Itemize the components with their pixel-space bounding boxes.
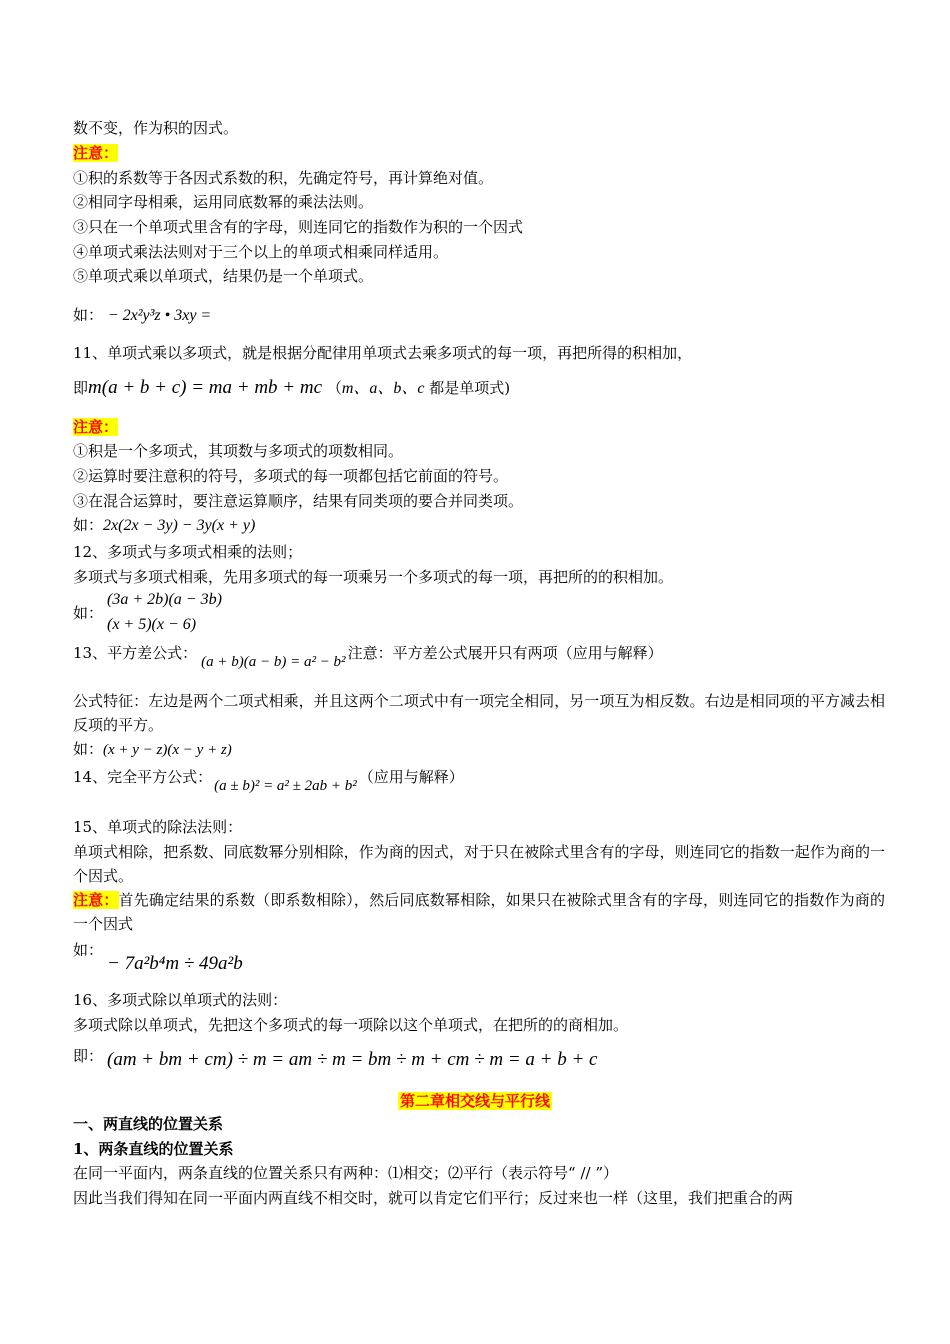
text-line: ⑤单项式乘以单项式，结果仍是一个单项式。 bbox=[73, 267, 374, 285]
text-line: ①积是一个多项式，其项数与多项式的项数相同。 bbox=[73, 442, 404, 460]
math-expression: m(a + b + c) = ma + mb + mc bbox=[88, 377, 323, 398]
math-expression: − 7a²b⁴m ÷ 49a²b bbox=[107, 953, 243, 974]
example-4: 如：(x + y − z)(x − y + z) bbox=[73, 740, 232, 758]
text-line: 数不变，作为积的因式。 bbox=[73, 119, 239, 137]
text-line: ④单项式乘法法则对于三个以上的单项式相乘同样适用。 bbox=[73, 243, 449, 261]
math-expression: (x + y − z)(x − y + z) bbox=[103, 742, 232, 758]
math-expression: (a + b)(a − b) = a² − b² bbox=[201, 654, 346, 670]
chapter-title: 第二章相交线与平行线 bbox=[399, 1092, 550, 1110]
note-label: 注意： bbox=[73, 891, 119, 909]
text-line: ③在混合运算时，要注意运算顺序，结果有同类项的要合并同类项。 bbox=[73, 492, 524, 510]
example-label: 如： bbox=[73, 941, 104, 959]
example-label: 如： bbox=[73, 306, 104, 324]
math-expression: (3a + 2b)(a − 3b) bbox=[107, 591, 222, 608]
subsection-heading: 1、两条直线的位置关系 bbox=[73, 1140, 234, 1158]
rule-16: 16、多项式除以单项式的法则： bbox=[73, 991, 288, 1009]
example-label: 如： bbox=[73, 604, 104, 622]
math-expression: 2x(2x − 3y) − 3y(x + y) bbox=[103, 517, 256, 534]
formula-feature: 公式特征：左边是两个二项式相乘，并且这两个二项式中有一项完全相同，另一项互为相反数。右边是相同项的平方减去相反项的平方。 bbox=[73, 692, 885, 734]
math-expression: (am + bm + cm) ÷ m = am ÷ m = bm ÷ m + cm ÷ m = a + b + c bbox=[107, 1049, 598, 1070]
example-1 bbox=[73, 305, 211, 326]
math-expression: − 2x²y³z • 3xy = bbox=[107, 307, 212, 324]
text-line: 在同一平面内，两条直线的位置关系只有两种：⑴相交；⑵平行（表示符号“ // ”） bbox=[73, 1164, 618, 1182]
text-line: ②运算时要注意积的符号，多项式的每一项都包括它前面的符号。 bbox=[73, 467, 509, 485]
rule-13: 13、平方差公式： (a + b)(a − b) = a² − b² 注意：平方差公式展开只有两项（应用与解释） bbox=[73, 644, 663, 670]
rule-15: 15、单项式的除法法则： bbox=[73, 818, 243, 836]
text-line: 因此当我们得知在同一平面内两直线不相交时，就可以肯定它们平行；反过来也一样（这里，我们把重合的两 bbox=[73, 1189, 794, 1207]
section-heading: 一、两直线的位置关系 bbox=[73, 1115, 224, 1133]
text-line: ③只在一个单项式里含有的字母，则连同它的指数作为积的一个因式 bbox=[73, 218, 524, 236]
math-expression: (x + 5)(x − 6) bbox=[107, 616, 197, 633]
example-label: 即： bbox=[73, 1047, 104, 1065]
note-paragraph: 注意：首先确定结果的系数（即系数相除），然后同底数幂相除，如果只在被除式里含有的字母，则连同它的指数作为商的一个因式 bbox=[73, 891, 885, 933]
rule-12: 12、多项式与多项式相乘的法则； bbox=[73, 543, 303, 561]
math-expression: (a ± b)² = a² ± 2ab + b² bbox=[214, 778, 357, 794]
text-line: ②相同字母相乘，运用同底数幂的乘法法则。 bbox=[73, 193, 374, 211]
text-line: 多项式除以单项式，先把这个多项式的每一项除以这个单项式，在把所的的商相加。 bbox=[73, 1016, 629, 1034]
rule-11: 11、单项式乘以多项式，就是根据分配律用单项式去乘多项式的每一项，再把所得的积相加， bbox=[73, 344, 693, 362]
example-2: 如：2x(2x − 3y) − 3y(x + y) bbox=[73, 516, 256, 534]
rule-14: 14、完全平方公式： (a ± b)² = a² ± 2ab + b² （应用与解释） bbox=[73, 768, 464, 794]
text-line: 多项式与多项式相乘，先用多项式的每一项乘另一个多项式的每一项，再把所的的积相加。 bbox=[73, 568, 674, 586]
rule-11-formula: 即m(a + b + c) = ma + mb + mc （m、a、b、c 都是单项式) bbox=[73, 377, 511, 398]
note-label: 注意： bbox=[73, 418, 119, 436]
text-paragraph: 单项式相除，把系数、同底数幂分别相除，作为商的因式，对于只在被除式里含有的字母，则连同它的指数一起作为商的一个因式。 bbox=[73, 843, 885, 885]
note-label: 注意： bbox=[73, 144, 119, 162]
text-line: ①积的系数等于各因式系数的积，先确定符号，再计算绝对值。 bbox=[73, 169, 494, 187]
